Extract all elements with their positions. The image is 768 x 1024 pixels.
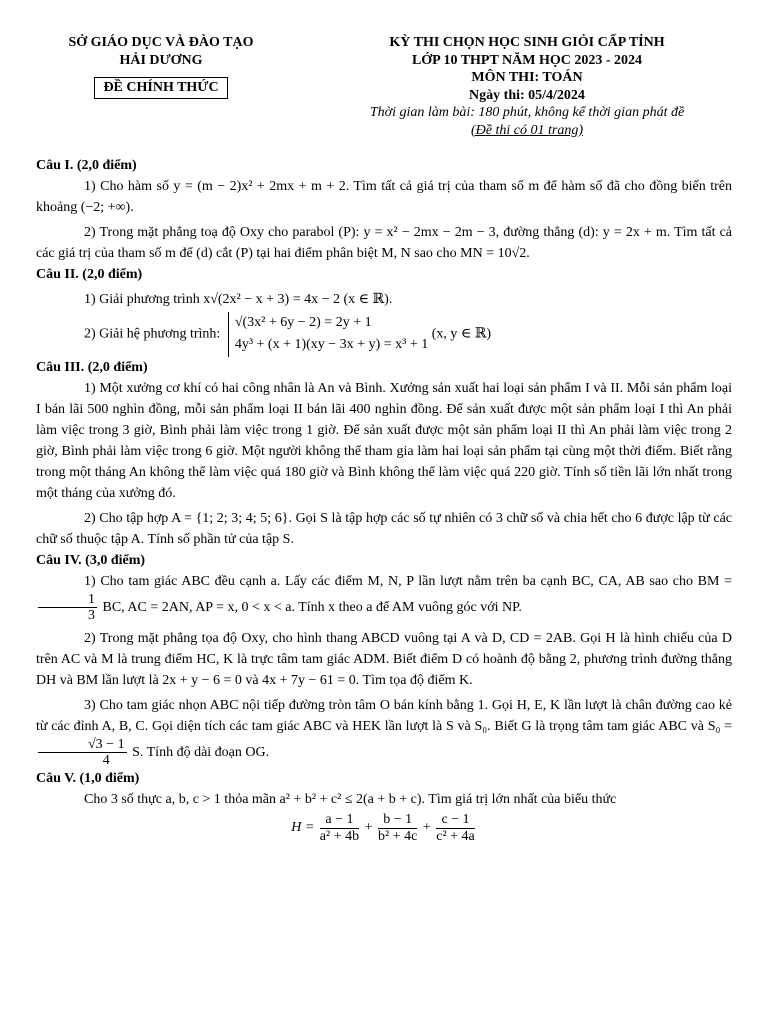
question-5-title: Câu V. (1,0 điểm)	[36, 771, 140, 787]
plus-sign: +	[364, 820, 373, 836]
question-4-title: Câu IV. (3,0 điểm)	[36, 552, 146, 568]
question-4-part-1-text-b: BC, AC = 2AN, AP = x, 0 < x < a. Tính x theo a để AM vuông góc với NP.	[102, 599, 522, 615]
question-5-text: Cho 3 số thực a, b, c > 1 thỏa mãn a² + b² + c² ≤ 2(a + b + c). Tìm giá trị lớn nhất của biểu thức	[84, 792, 617, 808]
question-1-part-2: 2) Trong mặt phẳng toạ độ Oxy cho parabol (P): y = x² − 2mx − 2m − 3, đường thẳng (d): y = 2x + m. Tìm tất cả các giá trị của tham số m để (d) cắt (P) tại hai điểm phân biệt M, N sao cho MN = 10√2.	[36, 225, 732, 261]
question-2-part-2-label: 2) Giải hệ phương trình:	[84, 326, 221, 342]
question-1-part-1: 1) Cho hàm số y = (m − 2)x² + 2mx + m + 2. Tìm tất cả giá trị của tham số m để hàm số đã cho đồng biến trên khoảng (−2; +∞).	[36, 179, 732, 215]
fraction-1	[320, 812, 359, 844]
system-equation-1: √(3x² + 6y − 2) = 2y + 1	[234, 315, 372, 330]
fraction-denominator: b² + 4c	[378, 828, 418, 844]
question-2-title: Câu II. (2,0 điểm)	[36, 267, 143, 282]
exam-title: KỲ THI CHỌN HỌC SINH GIỎI CẤP TỈNH	[389, 35, 665, 50]
subject: MÔN THI: TOÁN	[471, 70, 583, 85]
department-line-2: HẢI DƯƠNG	[119, 52, 203, 68]
exam-page	[36, 34, 732, 844]
exam-header	[36, 34, 732, 139]
question-2-part-2	[36, 312, 732, 357]
question-4-part-2: 2) Trong mặt phẳng tọa độ Oxy, cho hình thang ABCD vuông tại A và D, CD = 2AB. Gọi H là hình chiếu của D trên AC và M là trung điểm HC, K là trực tâm tam giác ADM. Biết điểm D có hoành độ bằng 2, phương trình đường thẳng DH và BM lần lượt là 2x + y − 6 = 0 và 4x + 7y − 61 = 0. Tìm tọa độ điểm K.	[36, 630, 732, 688]
exam-date: Ngày thi: 05/4/2024	[469, 87, 585, 103]
fraction-one-third	[38, 592, 97, 624]
official-stamp-box: ĐỀ CHÍNH THỨC	[94, 77, 227, 99]
expression-h	[36, 812, 732, 844]
system-domain: (x, y ∈ ℝ)	[431, 326, 492, 342]
question-4-part-1-text-a: 1) Cho tam giác ABC đều cạnh a. Lấy các điểm M, N, P lần lượt nằm trên ba cạnh BC, CA, AB sao cho BM =	[84, 573, 732, 589]
pages-note: (Đề thi có 01 trang)	[471, 122, 583, 138]
fraction-numerator: a − 1	[320, 812, 359, 828]
grade-year: LỚP 10 THPT NĂM HỌC 2023 - 2024	[411, 52, 643, 68]
fraction-numerator: √3 − 1	[38, 737, 127, 753]
question-3-part-1: 1) Một xưởng cơ khí có hai công nhân là An và Bình. Xưởng sản xuất hai loại sản phẩm I và II. Mỗi sản phẩm loại I bán lãi 500 nghìn đồng, mỗi sản phẩm loại II bán lãi 400 nghìn đồng. Để sản xuất được một sản phẩm loại I thì An phải làm việc trong 3 giờ, Bình phải làm việc trong 1 giờ. Để sản xuất được một sản phẩm loại II thì An phải làm việc trong 2 giờ, Bình phải làm việc trong 6 giờ. Một người không thể tham gia làm hai loại sản phẩm tại cùng một thời điểm. Biết rằng trong một tháng An không thể làm việc quá 180 giờ và Bình không thể làm việc quá 220 giờ. Tính số tiền lãi lớn nhất trong một tháng của xưởng đó.	[36, 380, 732, 501]
question-4-part-1	[36, 571, 732, 624]
question-4-part-3-text-a: 3) Cho tam giác nhọn ABC nội tiếp đường tròn tâm O bán kính bằng 1. Gọi H, E, K lần lượt là chân đường cao kẻ từ các đỉnh A, B, C. Gọi diện tích các tam giác ABC và HEK lần lượt là S và S₀. Biết G là trọng tâm tam giác ABC và S₀ =	[36, 697, 732, 734]
fraction-denominator: a² + 4b	[319, 828, 360, 844]
time-note: Thời gian làm bài: 180 phút, không kể thời gian phát đề	[369, 105, 685, 120]
exam-info-block	[322, 34, 732, 139]
fraction-3	[436, 812, 475, 844]
question-3-part-2: 2) Cho tập hợp A = {1; 2; 3; 4; 5; 6}. Gọi S là tập hợp các số tự nhiên có 3 chữ số và chia hết cho 6 được lập từ các chữ số thuộc tập A. Tính số phần tử của tập S.	[36, 510, 732, 547]
fraction-numerator: 1	[38, 592, 97, 608]
question-4-part-3	[36, 695, 732, 769]
fraction-denominator: 4	[102, 752, 110, 768]
system-equation-2: 4y³ + (x + 1)(xy − 3x + y) = x³ + 1	[234, 337, 429, 353]
h-label: H =	[291, 820, 315, 836]
department-line-1: SỞ GIÁO DỤC VÀ ĐÀO TẠO	[68, 35, 254, 50]
plus-sign: +	[422, 820, 431, 836]
fraction-denominator: c² + 4a	[436, 828, 475, 844]
fraction-sqrt3-minus-1-over-4	[38, 737, 127, 769]
fraction-denominator: 3	[88, 608, 95, 624]
fraction-2	[378, 812, 417, 844]
question-2-part-1: 1) Giải phương trình x√(2x² − x + 3) = 4x − 2 (x ∈ ℝ).	[84, 292, 393, 307]
fraction-numerator: b − 1	[378, 812, 417, 828]
exam-content	[36, 155, 732, 844]
question-1-title: Câu I. (2,0 điểm)	[36, 158, 137, 173]
question-3-title: Câu III. (2,0 điểm)	[36, 359, 148, 375]
question-4-part-3-text-b: S. Tính độ dài đoạn OG.	[132, 744, 270, 760]
department-block	[36, 34, 286, 99]
equation-system	[228, 312, 428, 357]
fraction-numerator: c − 1	[436, 812, 475, 828]
